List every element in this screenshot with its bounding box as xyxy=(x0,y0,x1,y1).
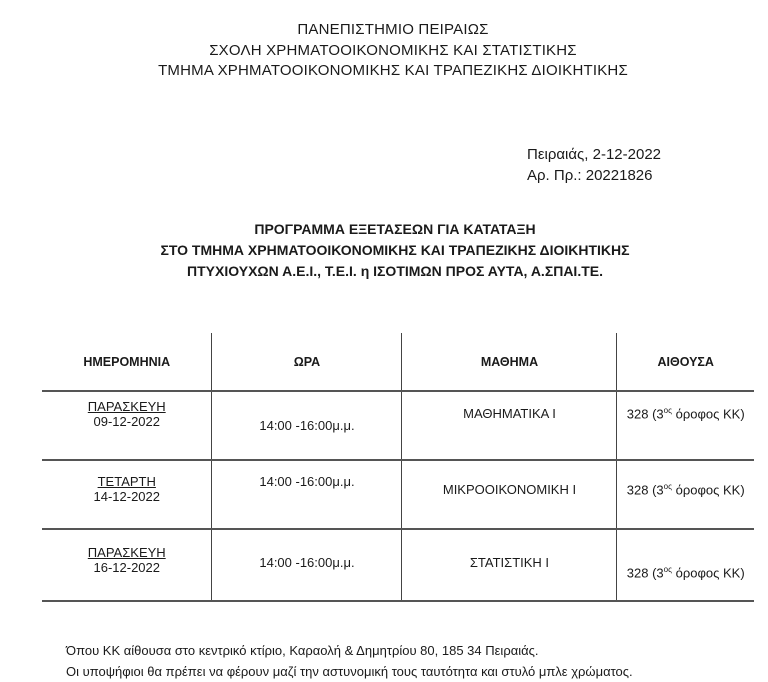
course-cell xyxy=(402,529,617,601)
exam-date: 09-12-2022 xyxy=(93,414,160,429)
time-cell xyxy=(212,460,402,529)
table-header-row xyxy=(42,333,754,391)
school-name: ΣΧΟΛΗ ΧΡΗΜΑΤΟΟΙΚΟΝΟΜΙΚΗΣ ΚΑΙ ΣΤΑΤΙΣΤΙΚΗΣ xyxy=(209,41,577,59)
table-row xyxy=(42,391,754,460)
room-name: 328 ($3^{o\varsigma}$ όροφος ΚΚ) xyxy=(626,482,745,498)
exam-time: 14:00 -16:00μ.μ. xyxy=(259,418,355,433)
room-name: 328 ($3^{o\varsigma}$ όροφος ΚΚ) xyxy=(626,565,745,581)
day-name: ΠΑΡΑΣΚΕΥΗ xyxy=(87,545,166,560)
header-date: ΗΜΕΡΟΜΗΝΙΑ xyxy=(42,333,212,391)
header-time: ΩΡΑ xyxy=(212,333,402,391)
title-line-1: ΠΡΟΓΡΑΜΜΑ ΕΞΕΤΑΣΕΩΝ ΓΙΑ ΚΑΤΑΤΑΞΗ xyxy=(254,221,536,237)
course-name: ΣΤΑΤΙΣΤΙΚΗ Ι xyxy=(469,555,550,570)
course-cell xyxy=(402,391,617,460)
exam-date: 14-12-2022 xyxy=(93,489,160,504)
course-cell xyxy=(402,460,617,529)
room-cell xyxy=(617,460,754,529)
place-date: Πειραιάς, 2-12-2022 xyxy=(527,146,662,163)
document-meta xyxy=(527,145,661,186)
header-room: ΑΙΘΟΥΣΑ xyxy=(617,333,754,391)
room-name: 328 ($3^{o\varsigma}$ όροφος ΚΚ) xyxy=(626,406,745,422)
day-name: ΤΕΤΑΡΤΗ xyxy=(97,474,156,489)
note-requirements: Οι υποψήφιοι θα πρέπει να φέρουν μαζί την αστυνομική τους ταυτότητα και στυλό μπλε χρώματος. xyxy=(66,664,633,679)
footer-notes xyxy=(66,640,633,682)
day-name: ΠΑΡΑΣΚΕΥΗ xyxy=(87,399,166,414)
title-line-3: ΠΤΥΧΙΟΥΧΩΝ Α.Ε.Ι., Τ.Ε.Ι. η ΙΣΟΤΙΜΩΝ ΠΡΟΣ ΑΥΤΑ, Α.ΣΠΑΙ.ΤΕ. xyxy=(187,263,603,279)
note-location: Όπου ΚΚ αίθουσα στο κεντρικό κτίριο, Καραολή & Δημητρίου 80, 185 34 Πειραιάς. xyxy=(66,643,539,658)
exam-time: 14:00 -16:00μ.μ. xyxy=(259,555,355,570)
title-line-2: ΣΤΟ ΤΜΗΜΑ ΧΡΗΜΑΤΟΟΙΚΟΝΟΜΙΚΗΣ ΚΑΙ ΤΡΑΠΕΖΙΚΗΣ ΔΙΟΙΚΗΤΙΚΗΣ xyxy=(160,242,630,258)
table-row xyxy=(42,460,754,529)
time-cell xyxy=(212,391,402,460)
table-row xyxy=(42,529,754,601)
university-name: ΠΑΝΕΠΙΣΤΗΜΙΟ ΠΕΙΡΑΙΩΣ xyxy=(297,21,489,38)
exam-time: 14:00 -16:00μ.μ. xyxy=(259,474,355,489)
protocol-number: Αρ. Πρ.: 20221826 xyxy=(527,166,653,184)
course-name: ΜΙΚΡΟΟΙΚΟΝΟΜΙΚΗ Ι xyxy=(442,482,577,497)
document-title xyxy=(0,219,768,282)
time-cell xyxy=(212,529,402,601)
department-name: ΤΜΗΜΑ ΧΡΗΜΑΤΟΟΙΚΟΝΟΜΙΚΗΣ ΚΑΙ ΤΡΑΠΕΖΙΚΗΣ ΔΙΟΙΚΗΤΙΚΗΣ xyxy=(158,62,628,79)
room-cell xyxy=(617,391,754,460)
exam-schedule-table xyxy=(42,333,754,602)
exam-date: 16-12-2022 xyxy=(93,560,160,575)
header-course: ΜΑΘΗΜΑ xyxy=(402,333,617,391)
course-name: ΜΑΘΗΜΑΤΙΚΑ Ι xyxy=(463,406,556,421)
room-cell xyxy=(617,529,754,601)
document-header xyxy=(0,20,768,82)
date-cell xyxy=(42,460,212,529)
date-cell xyxy=(42,529,212,601)
date-cell xyxy=(42,391,212,460)
